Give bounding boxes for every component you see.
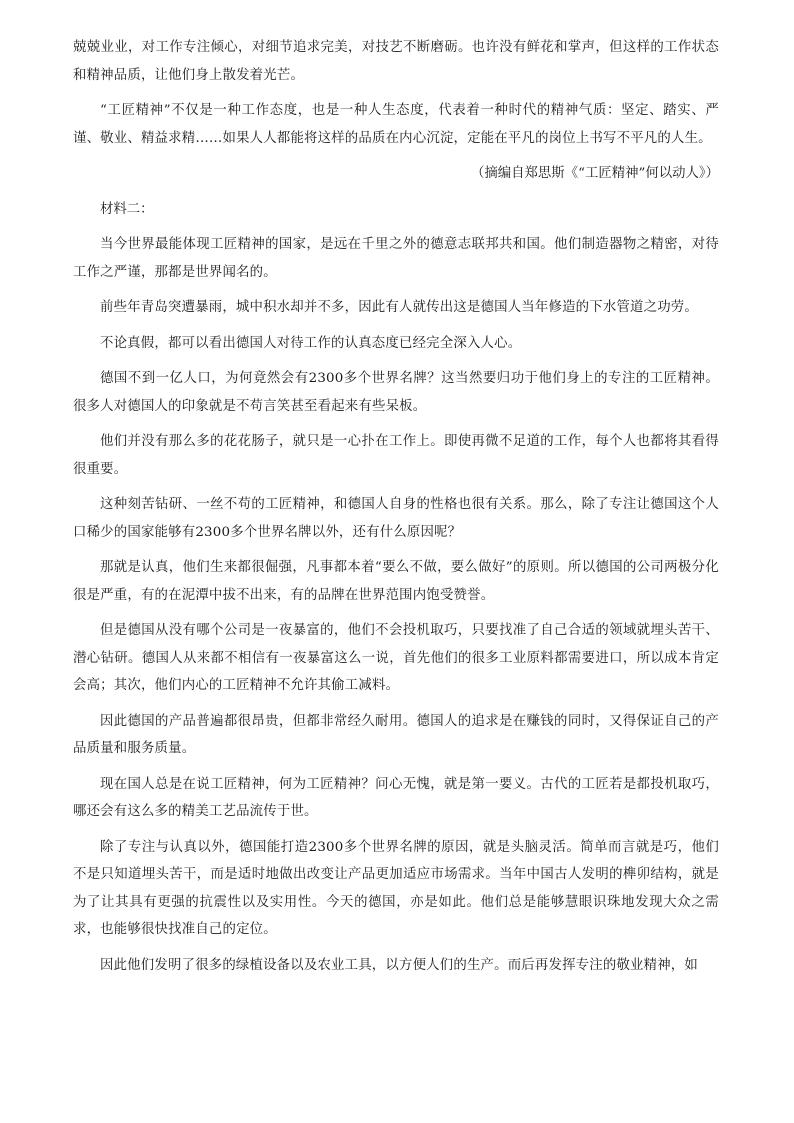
material-two-paragraph-9: 因此德国的产品普遍都很昂贵，但都非常经久耐用。德国人的追求是在赚钱的同时，又得保证自己的产品质量和服务质量。 bbox=[73, 713, 719, 756]
material-two-paragraph-7: 那就是认真，他们生来都很倔强，凡事都本着“要么不做，要么做好”的原则。所以德国的公司两极分化很是严重，有的在泥潭中拔不出来，有的品牌在世界范围内饱受赞誉。 bbox=[73, 560, 719, 603]
material-two-paragraph-11: 除了专注与认真以外，德国能打造2300多个世界名牌的原因，就是头脑灵活。简单而言就是巧，他们不是只知道埋头苦干，而是适时地做出改变让产品更加适应市场需求。当年中国古人发明的榫卯结构，就是为了让其具有更强的抗震性以及实用性。今天的德国，亦是如此。他们总是能够慧眼识珠地发现大众之需求，也能够很快找准自己的定位。 bbox=[73, 839, 719, 937]
document-page bbox=[73, 34, 719, 987]
material-two-paragraph-5: 他们并没有那么多的花花肠子，就只是一心扑在工作上。即使再微不足道的工作，每个人也都将其看得很重要。 bbox=[73, 434, 719, 477]
material-one-paragraph-1: 兢兢业业，对工作专注倾心，对细节追求完美，对技艺不断磨砺。也许没有鲜花和掌声，但这样的工作状态和精神品质，让他们身上散发着光芒。 bbox=[73, 40, 719, 83]
material-two-paragraph-2: 前些年青岛突遭暴雨，城中积水却并不多，因此有人就传出这是德国人当年修造的下水管道之功劳。 bbox=[100, 300, 698, 315]
material-two-paragraph-10: 现在国人总是在说工匠精神，何为工匠精神？问心无愧，就是第一要义。古代的工匠若是都投机取巧，哪还会有这么多的精美工艺品流传于世。 bbox=[73, 776, 719, 819]
material-two-paragraph-4: 德国不到一亿人口，为何竟然会有2300多个世界名牌？这当然要归功于他们身上的专注的工匠精神。很多人对德国人的印象就是不苟言笑甚至看起来有些呆板。 bbox=[73, 371, 719, 414]
material-two-paragraph-6: 这种刻苦钻研、一丝不苟的工匠精神，和德国人自身的性格也很有关系。那么，除了专注让德国这个人口稀少的国家能够有2300多个世界名牌以外，还有什么原因呢？ bbox=[73, 497, 719, 540]
material-two-paragraph-1: 当今世界最能体现工匠精神的国家，是远在千里之外的德意志联邦共和国。他们制造器物之精密，对待工作之严谨，那都是世界闻名的。 bbox=[73, 237, 719, 280]
material-two-paragraph-3: 不论真假，都可以看出德国人对待工作的认真态度已经完全深入人心。 bbox=[100, 335, 522, 351]
material-one-source: （摘编自郑思斯《“工匠精神”何以动人》） bbox=[470, 166, 719, 181]
material-two-paragraph-12: 因此他们发明了很多的绿植设备以及农业工具，以方便人们的生产。而后再发挥专注的敬业精神，如 bbox=[100, 957, 698, 973]
material-one-paragraph-2: “工匠精神”不仅是一种工作态度，也是一种人生态度，代表着一种时代的精神气质：坚定、踏实、严谨、敬业、精益求精……如果人人都能将这样的品质在内心沉淀，定能在平凡的岗位上书写不平凡的人生。 bbox=[73, 103, 719, 146]
material-two-paragraph-8: 但是德国从没有哪个公司是一夜暴富的，他们不会投机取巧，只要找准了自己合适的领域就埋头苦干、潜心钻研。德国人从来都不相信有一夜暴富这么一说，首先他们的很多工业原料都需要进口，所以成本肯定会高；其次，他们内心的工匠精神不允许其偷工减料。 bbox=[73, 623, 719, 693]
material-two-heading: 材料二： bbox=[100, 201, 154, 217]
